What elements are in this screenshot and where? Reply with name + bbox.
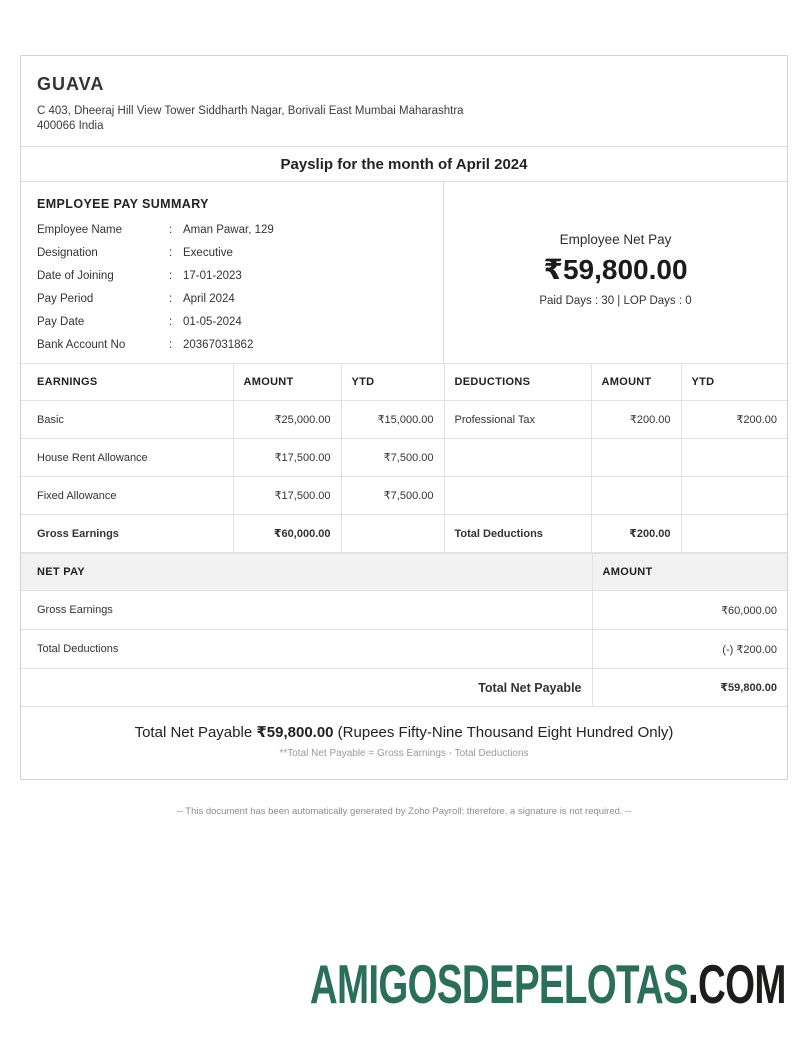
net-pay-row-label: Total Deductions	[21, 630, 592, 669]
field-colon: :	[169, 224, 173, 236]
field-designation	[37, 247, 427, 259]
total-words: (Rupees Fifty-Nine Thousand Eight Hundred Only)	[333, 724, 674, 741]
site-watermark-logo	[310, 953, 786, 1015]
deduction-amount: ₹200.00	[591, 401, 681, 439]
summary-heading: EMPLOYEE PAY SUMMARY	[37, 197, 209, 211]
field-colon: :	[169, 316, 173, 328]
net-pay-header-row	[21, 554, 787, 591]
auto-generated-disclaimer: -- This document has been automatically generated by Zoho Payroll; therefore, a signature is not required. --	[176, 806, 632, 817]
field-value: 01-05-2024	[183, 316, 242, 328]
net-pay-row	[21, 591, 787, 630]
field-value: April 2024	[183, 293, 235, 305]
total-deductions-label: Total Deductions	[444, 515, 591, 553]
total-prefix: Total Net Payable	[134, 724, 257, 741]
earnings-amount-header: AMOUNT	[233, 364, 341, 401]
field-colon: :	[169, 247, 173, 259]
payslip-title: Payslip for the month of April 2024	[21, 146, 787, 182]
summary-section	[21, 182, 787, 363]
earning-amount: ₹25,000.00	[233, 401, 341, 439]
net-pay-row	[21, 630, 787, 669]
earning-name: Fixed Allowance	[21, 477, 233, 515]
earnings-ytd-header: YTD	[341, 364, 444, 401]
field-label: Pay Date	[37, 316, 85, 328]
net-pay-amount-header: AMOUNT	[592, 554, 787, 591]
gross-earnings-amount: ₹60,000.00	[233, 515, 341, 553]
total-deductions-amount: ₹200.00	[591, 515, 681, 553]
earnings-deductions-table	[21, 363, 787, 553]
deduction-ytd-empty	[681, 439, 787, 477]
employee-net-pay-panel	[444, 182, 787, 363]
deduction-amount-empty	[591, 477, 681, 515]
total-net-payable-label: Total Net Payable	[21, 669, 592, 707]
deductions-header: DEDUCTIONS	[444, 364, 591, 401]
total-net-payable-amount: ₹59,800.00	[592, 669, 787, 707]
brand-tld: .COM	[688, 953, 786, 1015]
field-label: Employee Name	[37, 224, 123, 236]
earning-name: House Rent Allowance	[21, 439, 233, 477]
company-address-line1: C 403, Dheeraj Hill View Tower Siddharth Nagar, Borivali East Mumbai Maharashtra	[37, 105, 464, 117]
net-pay-table	[21, 553, 787, 707]
earning-amount: ₹17,500.00	[233, 477, 341, 515]
deduction-ytd-empty	[681, 477, 787, 515]
total-deductions-ytd-empty	[681, 515, 787, 553]
deductions-ytd-header: YTD	[681, 364, 787, 401]
field-label: Date of Joining	[37, 270, 114, 282]
field-value: 17-01-2023	[183, 270, 242, 282]
gross-earnings-ytd-empty	[341, 515, 444, 553]
field-label: Bank Account No	[37, 339, 126, 351]
total-net-payable-line	[21, 723, 787, 741]
net-pay-table-header: NET PAY	[21, 554, 592, 591]
deduction-name: Professional Tax	[444, 401, 591, 439]
net-pay-row-amount: (-) ₹200.00	[592, 630, 787, 669]
field-date-of-joining	[37, 270, 427, 282]
field-value: Aman Pawar, 129	[183, 224, 274, 236]
net-pay-amount: ₹59,800.00	[543, 254, 688, 285]
gross-earnings-label: Gross Earnings	[21, 515, 233, 553]
earning-name: Basic	[21, 401, 233, 439]
table-row	[21, 439, 787, 477]
table-row	[21, 401, 787, 439]
field-pay-period	[37, 293, 427, 305]
field-colon: :	[169, 339, 173, 351]
field-colon: :	[169, 293, 173, 305]
net-pay-label: Employee Net Pay	[559, 232, 672, 247]
net-pay-row-amount: ₹60,000.00	[592, 591, 787, 630]
total-net-payable-row	[21, 669, 787, 707]
employee-pay-summary	[21, 182, 444, 363]
field-label: Designation	[37, 247, 98, 259]
company-name: GUAVA	[37, 74, 105, 94]
earning-ytd: ₹7,500.00	[341, 477, 444, 515]
formula-note: **Total Net Payable = Gross Earnings - Total Deductions	[279, 748, 529, 759]
field-bank-account	[37, 339, 427, 351]
total-in-words-section	[21, 707, 787, 779]
deduction-ytd: ₹200.00	[681, 401, 787, 439]
total-amount-bold: ₹59,800.00	[256, 724, 334, 741]
company-header	[21, 56, 787, 146]
table-header-row	[21, 364, 787, 401]
net-pay-row-label: Gross Earnings	[21, 591, 592, 630]
earning-ytd: ₹15,000.00	[341, 401, 444, 439]
field-value: 20367031862	[183, 339, 254, 351]
earnings-header: EARNINGS	[21, 364, 233, 401]
field-colon: :	[169, 270, 173, 282]
field-pay-date	[37, 316, 427, 328]
deductions-amount-header: AMOUNT	[591, 364, 681, 401]
table-row	[21, 477, 787, 515]
field-value: Executive	[183, 247, 233, 259]
field-employee-name	[37, 224, 427, 236]
paid-lop-days: Paid Days : 30 | LOP Days : 0	[539, 295, 692, 307]
deduction-name-empty	[444, 477, 591, 515]
brand-name: AMIGOSDEPELOTAS	[310, 953, 689, 1015]
deduction-amount-empty	[591, 439, 681, 477]
company-address-line2: 400066 India	[37, 120, 104, 132]
earning-amount: ₹17,500.00	[233, 439, 341, 477]
deduction-name-empty	[444, 439, 591, 477]
earning-ytd: ₹7,500.00	[341, 439, 444, 477]
payslip-sheet	[20, 55, 788, 780]
table-totals-row	[21, 515, 787, 553]
field-label: Pay Period	[37, 293, 94, 305]
